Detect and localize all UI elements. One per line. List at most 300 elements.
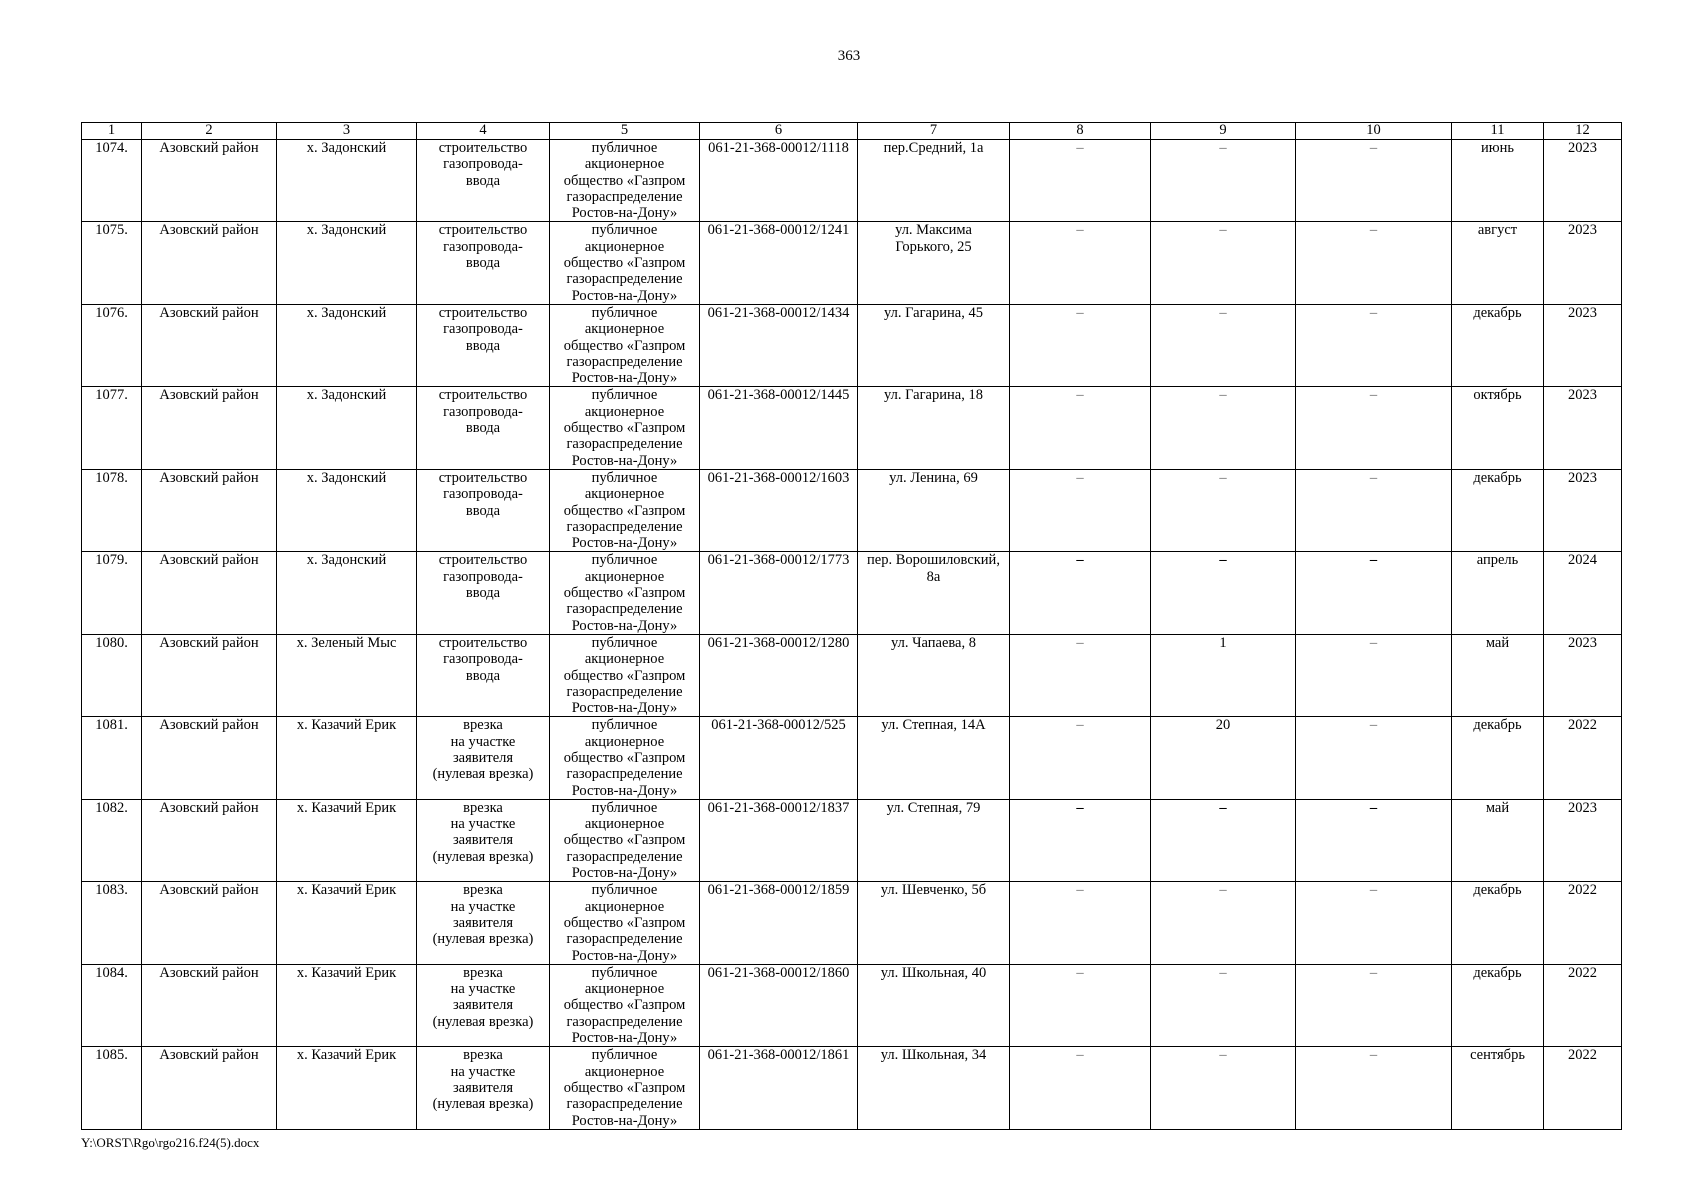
month-cell bbox=[1452, 387, 1544, 469]
row-number bbox=[82, 799, 142, 881]
month-cell-text: октябрь bbox=[1473, 387, 1522, 404]
col10-cell bbox=[1296, 304, 1452, 386]
column-header: 6 bbox=[700, 123, 858, 140]
year-cell-text: 2023 bbox=[1568, 304, 1597, 321]
table-row bbox=[82, 799, 1622, 881]
month-cell-text: май bbox=[1485, 634, 1510, 651]
col10-cell-text: – bbox=[1369, 552, 1378, 569]
locality-cell-text: х. Казачий Ерик bbox=[296, 799, 397, 816]
month-cell bbox=[1452, 222, 1544, 304]
work-type-cell-text: строительство газопровода- ввода bbox=[438, 634, 528, 684]
col9-cell bbox=[1151, 140, 1296, 222]
row-number bbox=[82, 304, 142, 386]
district-cell-text: Азовский район bbox=[159, 717, 259, 734]
district-cell bbox=[142, 552, 277, 634]
row-number-text: 1084. bbox=[95, 964, 128, 981]
column-header: 3 bbox=[277, 123, 417, 140]
address-cell bbox=[858, 140, 1010, 222]
row-number-text: 1078. bbox=[95, 469, 128, 486]
district-cell bbox=[142, 387, 277, 469]
col10-cell bbox=[1296, 469, 1452, 551]
work-type-cell bbox=[417, 469, 550, 551]
column-header: 1 bbox=[82, 123, 142, 140]
address-cell bbox=[858, 799, 1010, 881]
district-cell bbox=[142, 1047, 277, 1129]
address-cell-text: ул. Школьная, 40 bbox=[880, 964, 987, 981]
row-number-text: 1080. bbox=[95, 634, 128, 651]
col8-cell-text: – bbox=[1076, 964, 1084, 981]
month-cell bbox=[1452, 717, 1544, 799]
work-type-cell-text: строительство газопровода- ввода bbox=[438, 222, 528, 272]
row-number-text: 1079. bbox=[95, 552, 128, 569]
year-cell-text: 2024 bbox=[1568, 552, 1597, 569]
code-cell-text: 061-21-368-00012/1241 bbox=[707, 222, 850, 239]
address-cell bbox=[858, 222, 1010, 304]
code-cell-text: 061-21-368-00012/525 bbox=[711, 717, 846, 734]
month-cell bbox=[1452, 634, 1544, 716]
row-number-text: 1077. bbox=[95, 387, 128, 404]
year-cell-text: 2023 bbox=[1568, 140, 1597, 156]
col10-cell-text: – bbox=[1369, 1047, 1378, 1064]
locality-cell bbox=[277, 799, 417, 881]
month-cell-text: декабрь bbox=[1473, 469, 1522, 486]
col8-cell-text: – bbox=[1076, 387, 1084, 404]
table-row bbox=[82, 140, 1622, 222]
organization-cell bbox=[550, 882, 700, 964]
locality-cell bbox=[277, 634, 417, 716]
col10-cell-text: – bbox=[1369, 140, 1378, 156]
address-cell bbox=[858, 1047, 1010, 1129]
year-cell bbox=[1544, 304, 1622, 386]
month-cell bbox=[1452, 1047, 1544, 1129]
month-cell bbox=[1452, 552, 1544, 634]
address-cell bbox=[858, 964, 1010, 1046]
work-type-cell-text: врезка на участке заявителя (нулевая врезка) bbox=[432, 717, 534, 783]
col10-cell bbox=[1296, 882, 1452, 964]
row-number bbox=[82, 717, 142, 799]
code-cell bbox=[700, 717, 858, 799]
col9-cell bbox=[1151, 717, 1296, 799]
locality-cell-text: х. Задонский bbox=[306, 222, 387, 239]
col9-cell bbox=[1151, 469, 1296, 551]
organization-cell bbox=[550, 717, 700, 799]
col10-cell-text: – bbox=[1369, 634, 1378, 651]
col10-cell bbox=[1296, 634, 1452, 716]
address-cell bbox=[858, 552, 1010, 634]
locality-cell bbox=[277, 882, 417, 964]
col8-cell bbox=[1010, 634, 1151, 716]
address-cell bbox=[858, 882, 1010, 964]
table-row bbox=[82, 634, 1622, 716]
code-cell-text: 061-21-368-00012/1860 bbox=[707, 964, 850, 981]
district-cell bbox=[142, 469, 277, 551]
year-cell-text: 2023 bbox=[1568, 222, 1597, 239]
row-number bbox=[82, 222, 142, 304]
locality-cell-text: х. Казачий Ерик bbox=[296, 1047, 397, 1064]
month-cell bbox=[1452, 469, 1544, 551]
address-cell-text: пер.Средний, 1а bbox=[883, 140, 984, 156]
column-header: 5 bbox=[550, 123, 700, 140]
locality-cell bbox=[277, 469, 417, 551]
locality-cell-text: х. Зеленый Мыс bbox=[296, 634, 397, 651]
code-cell-text: 061-21-368-00012/1773 bbox=[707, 552, 850, 569]
col8-cell-text: – bbox=[1076, 552, 1084, 569]
table-row bbox=[82, 717, 1622, 799]
code-cell-text: 061-21-368-00012/1837 bbox=[707, 799, 850, 816]
year-cell-text: 2022 bbox=[1568, 1047, 1597, 1064]
col9-cell-text: – bbox=[1219, 799, 1227, 816]
address-cell-text: ул. Гагарина, 45 bbox=[884, 304, 983, 321]
month-cell bbox=[1452, 304, 1544, 386]
organization-cell-text: публичное акционерное общество «Газпром газораспределение Ростов-на-Дону» bbox=[563, 799, 686, 882]
col10-cell-text: – bbox=[1369, 882, 1378, 899]
organization-cell bbox=[550, 304, 700, 386]
organization-cell-text: публичное акционерное общество «Газпром газораспределение Ростов-на-Дону» bbox=[563, 140, 686, 222]
district-cell bbox=[142, 964, 277, 1046]
col10-cell-text: – bbox=[1369, 304, 1378, 321]
col8-cell bbox=[1010, 140, 1151, 222]
col10-cell bbox=[1296, 387, 1452, 469]
district-cell-text: Азовский район bbox=[159, 140, 259, 156]
col9-cell-text: – bbox=[1219, 304, 1227, 321]
district-cell-text: Азовский район bbox=[159, 799, 259, 816]
col8-cell bbox=[1010, 222, 1151, 304]
year-cell bbox=[1544, 1047, 1622, 1129]
district-cell-text: Азовский район bbox=[159, 387, 259, 404]
work-type-cell-text: врезка на участке заявителя (нулевая врезка) bbox=[432, 964, 534, 1030]
code-cell bbox=[700, 634, 858, 716]
col9-cell-text: – bbox=[1219, 964, 1227, 981]
address-cell-text: пер. Ворошиловский, 8а bbox=[867, 552, 1000, 585]
col8-cell bbox=[1010, 1047, 1151, 1129]
organization-cell-text: публичное акционерное общество «Газпром газораспределение Ростов-на-Дону» bbox=[563, 634, 686, 717]
row-number bbox=[82, 634, 142, 716]
address-cell-text: ул. Школьная, 34 bbox=[880, 1047, 987, 1064]
col8-cell-text: – bbox=[1076, 140, 1084, 156]
column-header: 8 bbox=[1010, 123, 1151, 140]
data-table bbox=[81, 122, 1622, 1130]
table-row bbox=[82, 222, 1622, 304]
table-row bbox=[82, 552, 1622, 634]
row-number-text: 1074. bbox=[95, 140, 128, 156]
work-type-cell bbox=[417, 387, 550, 469]
organization-cell-text: публичное акционерное общество «Газпром газораспределение Ростов-на-Дону» bbox=[563, 717, 686, 799]
col9-cell bbox=[1151, 222, 1296, 304]
locality-cell bbox=[277, 387, 417, 469]
code-cell-text: 061-21-368-00012/1861 bbox=[707, 1047, 850, 1064]
work-type-cell bbox=[417, 222, 550, 304]
code-cell-text: 061-21-368-00012/1445 bbox=[707, 387, 850, 404]
code-cell bbox=[700, 1047, 858, 1129]
row-number-text: 1085. bbox=[95, 1047, 128, 1064]
district-cell-text: Азовский район bbox=[159, 1047, 259, 1064]
col9-cell-text: 20 bbox=[1215, 717, 1231, 734]
code-cell bbox=[700, 469, 858, 551]
locality-cell-text: х. Задонский bbox=[306, 552, 387, 569]
address-cell bbox=[858, 717, 1010, 799]
organization-cell bbox=[550, 552, 700, 634]
row-number bbox=[82, 469, 142, 551]
work-type-cell bbox=[417, 304, 550, 386]
district-cell-text: Азовский район bbox=[159, 304, 259, 321]
row-number-text: 1081. bbox=[95, 717, 128, 734]
work-type-cell bbox=[417, 634, 550, 716]
month-cell bbox=[1452, 799, 1544, 881]
col8-cell bbox=[1010, 387, 1151, 469]
table-body bbox=[82, 140, 1622, 1130]
work-type-cell-text: строительство газопровода- ввода bbox=[438, 140, 528, 189]
row-number bbox=[82, 552, 142, 634]
locality-cell-text: х. Задонский bbox=[306, 304, 387, 321]
col10-cell bbox=[1296, 222, 1452, 304]
code-cell bbox=[700, 222, 858, 304]
work-type-cell bbox=[417, 1047, 550, 1129]
col10-cell bbox=[1296, 964, 1452, 1046]
organization-cell bbox=[550, 387, 700, 469]
organization-cell bbox=[550, 634, 700, 716]
year-cell-text: 2023 bbox=[1568, 634, 1597, 651]
col9-cell-text: – bbox=[1219, 222, 1227, 239]
district-cell bbox=[142, 140, 277, 222]
district-cell-text: Азовский район bbox=[159, 634, 259, 651]
year-cell bbox=[1544, 469, 1622, 551]
col8-cell-text: – bbox=[1076, 634, 1084, 651]
work-type-cell bbox=[417, 140, 550, 222]
month-cell-text: август bbox=[1477, 222, 1518, 239]
year-cell bbox=[1544, 882, 1622, 964]
table-row bbox=[82, 964, 1622, 1046]
code-cell bbox=[700, 882, 858, 964]
table-row bbox=[82, 469, 1622, 551]
code-cell bbox=[700, 964, 858, 1046]
work-type-cell bbox=[417, 882, 550, 964]
code-cell bbox=[700, 552, 858, 634]
row-number-text: 1076. bbox=[95, 304, 128, 321]
organization-cell bbox=[550, 469, 700, 551]
district-cell-text: Азовский район bbox=[159, 964, 259, 981]
locality-cell bbox=[277, 1047, 417, 1129]
locality-cell-text: х. Задонский bbox=[306, 140, 387, 156]
code-cell bbox=[700, 387, 858, 469]
code-cell bbox=[700, 799, 858, 881]
address-cell bbox=[858, 387, 1010, 469]
district-cell-text: Азовский район bbox=[159, 469, 259, 486]
col10-cell-text: – bbox=[1369, 717, 1378, 734]
col8-cell-text: – bbox=[1076, 1047, 1084, 1064]
locality-cell bbox=[277, 964, 417, 1046]
organization-cell-text: публичное акционерное общество «Газпром газораспределение Ростов-на-Дону» bbox=[563, 469, 686, 552]
district-cell bbox=[142, 634, 277, 716]
month-cell-text: декабрь bbox=[1473, 304, 1522, 321]
column-header: 9 bbox=[1151, 123, 1296, 140]
col9-cell-text: – bbox=[1219, 387, 1227, 404]
organization-cell-text: публичное акционерное общество «Газпром газораспределение Ростов-на-Дону» bbox=[563, 387, 686, 469]
year-cell bbox=[1544, 140, 1622, 222]
code-cell-text: 061-21-368-00012/1434 bbox=[707, 304, 850, 321]
district-cell-text: Азовский район bbox=[159, 552, 259, 569]
col9-cell bbox=[1151, 552, 1296, 634]
col9-cell bbox=[1151, 634, 1296, 716]
col10-cell bbox=[1296, 552, 1452, 634]
organization-cell-text: публичное акционерное общество «Газпром газораспределение Ростов-на-Дону» bbox=[563, 552, 686, 634]
work-type-cell bbox=[417, 964, 550, 1046]
address-cell-text: ул. Чапаева, 8 bbox=[891, 634, 976, 651]
code-cell bbox=[700, 140, 858, 222]
locality-cell-text: х. Задонский bbox=[306, 387, 387, 404]
work-type-cell bbox=[417, 717, 550, 799]
organization-cell bbox=[550, 964, 700, 1046]
row-number-text: 1083. bbox=[95, 882, 128, 899]
col9-cell bbox=[1151, 882, 1296, 964]
locality-cell-text: х. Казачий Ерик bbox=[296, 717, 397, 734]
row-number bbox=[82, 140, 142, 222]
col10-cell-text: – bbox=[1369, 387, 1378, 404]
address-cell-text: ул. Гагарина, 18 bbox=[884, 387, 983, 404]
code-cell bbox=[700, 304, 858, 386]
organization-cell-text: публичное акционерное общество «Газпром газораспределение Ростов-на-Дону» bbox=[563, 964, 686, 1047]
locality-cell-text: х. Казачий Ерик bbox=[296, 882, 397, 899]
row-number-text: 1082. bbox=[95, 799, 128, 816]
work-type-cell bbox=[417, 799, 550, 881]
table-row bbox=[82, 387, 1622, 469]
col8-cell bbox=[1010, 964, 1151, 1046]
code-cell-text: 061-21-368-00012/1603 bbox=[707, 469, 850, 486]
col10-cell bbox=[1296, 799, 1452, 881]
column-header: 2 bbox=[142, 123, 277, 140]
table-row bbox=[82, 304, 1622, 386]
work-type-cell-text: строительство газопровода- ввода bbox=[438, 552, 528, 602]
month-cell-text: сентябрь bbox=[1470, 1047, 1525, 1064]
address-cell bbox=[858, 469, 1010, 551]
code-cell-text: 061-21-368-00012/1859 bbox=[707, 882, 850, 899]
col8-cell-text: – bbox=[1076, 222, 1084, 239]
address-cell-text: ул. Шевченко, 5б bbox=[880, 882, 987, 899]
col9-cell-text: – bbox=[1219, 552, 1227, 569]
row-number bbox=[82, 882, 142, 964]
page-number: 363 bbox=[837, 48, 861, 64]
district-cell bbox=[142, 717, 277, 799]
col9-cell bbox=[1151, 387, 1296, 469]
organization-cell-text: публичное акционерное общество «Газпром газораспределение Ростов-на-Дону» bbox=[563, 222, 686, 304]
year-cell bbox=[1544, 799, 1622, 881]
locality-cell bbox=[277, 304, 417, 386]
organization-cell bbox=[550, 1047, 700, 1129]
column-header: 4 bbox=[417, 123, 550, 140]
year-cell bbox=[1544, 964, 1622, 1046]
address-cell-text: ул. Степная, 79 bbox=[886, 799, 981, 816]
organization-cell-text: публичное акционерное общество «Газпром газораспределение Ростов-на-Дону» bbox=[563, 304, 686, 387]
col9-cell-text: – bbox=[1219, 1047, 1227, 1064]
col9-cell bbox=[1151, 799, 1296, 881]
district-cell bbox=[142, 799, 277, 881]
address-cell bbox=[858, 634, 1010, 716]
year-cell bbox=[1544, 222, 1622, 304]
row-number bbox=[82, 387, 142, 469]
district-cell bbox=[142, 304, 277, 386]
month-cell-text: декабрь bbox=[1473, 882, 1522, 899]
col10-cell bbox=[1296, 140, 1452, 222]
col9-cell-text: – bbox=[1219, 882, 1227, 899]
table-row bbox=[82, 882, 1622, 964]
column-header: 11 bbox=[1452, 123, 1544, 140]
work-type-cell-text: врезка на участке заявителя (нулевая врезка) bbox=[432, 1047, 534, 1113]
month-cell-text: апрель bbox=[1476, 552, 1519, 569]
code-cell-text: 061-21-368-00012/1118 bbox=[708, 140, 849, 156]
col9-cell bbox=[1151, 1047, 1296, 1129]
col8-cell-text: – bbox=[1076, 304, 1084, 321]
locality-cell-text: х. Казачий Ерик bbox=[296, 964, 397, 981]
col9-cell bbox=[1151, 304, 1296, 386]
col9-cell-text: 1 bbox=[1219, 634, 1227, 651]
month-cell-text: май bbox=[1485, 799, 1510, 816]
col9-cell-text: – bbox=[1219, 140, 1227, 156]
district-cell-text: Азовский район bbox=[159, 882, 259, 899]
col10-cell bbox=[1296, 717, 1452, 799]
locality-cell bbox=[277, 140, 417, 222]
col8-cell-text: – bbox=[1076, 882, 1084, 899]
col10-cell-text: – bbox=[1369, 222, 1378, 239]
organization-cell bbox=[550, 799, 700, 881]
col8-cell-text: – bbox=[1076, 717, 1084, 734]
locality-cell-text: х. Задонский bbox=[306, 469, 387, 486]
col9-cell-text: – bbox=[1219, 469, 1227, 486]
district-cell-text: Азовский район bbox=[159, 222, 259, 239]
organization-cell bbox=[550, 140, 700, 222]
year-cell-text: 2022 bbox=[1568, 882, 1597, 899]
district-cell bbox=[142, 222, 277, 304]
col8-cell bbox=[1010, 882, 1151, 964]
table-row bbox=[82, 1047, 1622, 1129]
table-header-row bbox=[82, 123, 1622, 140]
year-cell-text: 2023 bbox=[1568, 799, 1597, 816]
address-cell-text: ул. Ленина, 69 bbox=[889, 469, 978, 486]
col8-cell bbox=[1010, 304, 1151, 386]
month-cell-text: июнь bbox=[1481, 140, 1514, 156]
locality-cell bbox=[277, 717, 417, 799]
locality-cell bbox=[277, 552, 417, 634]
year-cell bbox=[1544, 634, 1622, 716]
col8-cell bbox=[1010, 552, 1151, 634]
footer-file-path: Y:\ORST\Rgo\rgo216.f24(5).docx bbox=[81, 1135, 260, 1150]
work-type-cell-text: врезка на участке заявителя (нулевая врезка) bbox=[432, 882, 534, 948]
col10-cell-text: – bbox=[1369, 964, 1378, 981]
column-header: 12 bbox=[1544, 123, 1622, 140]
district-cell bbox=[142, 882, 277, 964]
col8-cell-text: – bbox=[1076, 469, 1084, 486]
row-number-text: 1075. bbox=[95, 222, 128, 239]
col8-cell bbox=[1010, 799, 1151, 881]
work-type-cell-text: строительство газопровода- ввода bbox=[438, 469, 528, 519]
year-cell-text: 2023 bbox=[1568, 387, 1597, 404]
year-cell-text: 2023 bbox=[1568, 469, 1597, 486]
address-cell-text: ул. Максима Горького, 25 bbox=[895, 222, 972, 255]
col8-cell-text: – bbox=[1076, 799, 1084, 816]
address-cell bbox=[858, 304, 1010, 386]
month-cell-text: декабрь bbox=[1473, 964, 1522, 981]
work-type-cell bbox=[417, 552, 550, 634]
col8-cell bbox=[1010, 717, 1151, 799]
month-cell-text: декабрь bbox=[1473, 717, 1522, 734]
col8-cell bbox=[1010, 469, 1151, 551]
col10-cell-text: – bbox=[1369, 469, 1378, 486]
col10-cell bbox=[1296, 1047, 1452, 1129]
month-cell bbox=[1452, 882, 1544, 964]
year-cell-text: 2022 bbox=[1568, 964, 1597, 981]
locality-cell bbox=[277, 222, 417, 304]
row-number bbox=[82, 964, 142, 1046]
code-cell-text: 061-21-368-00012/1280 bbox=[707, 634, 850, 651]
year-cell bbox=[1544, 552, 1622, 634]
